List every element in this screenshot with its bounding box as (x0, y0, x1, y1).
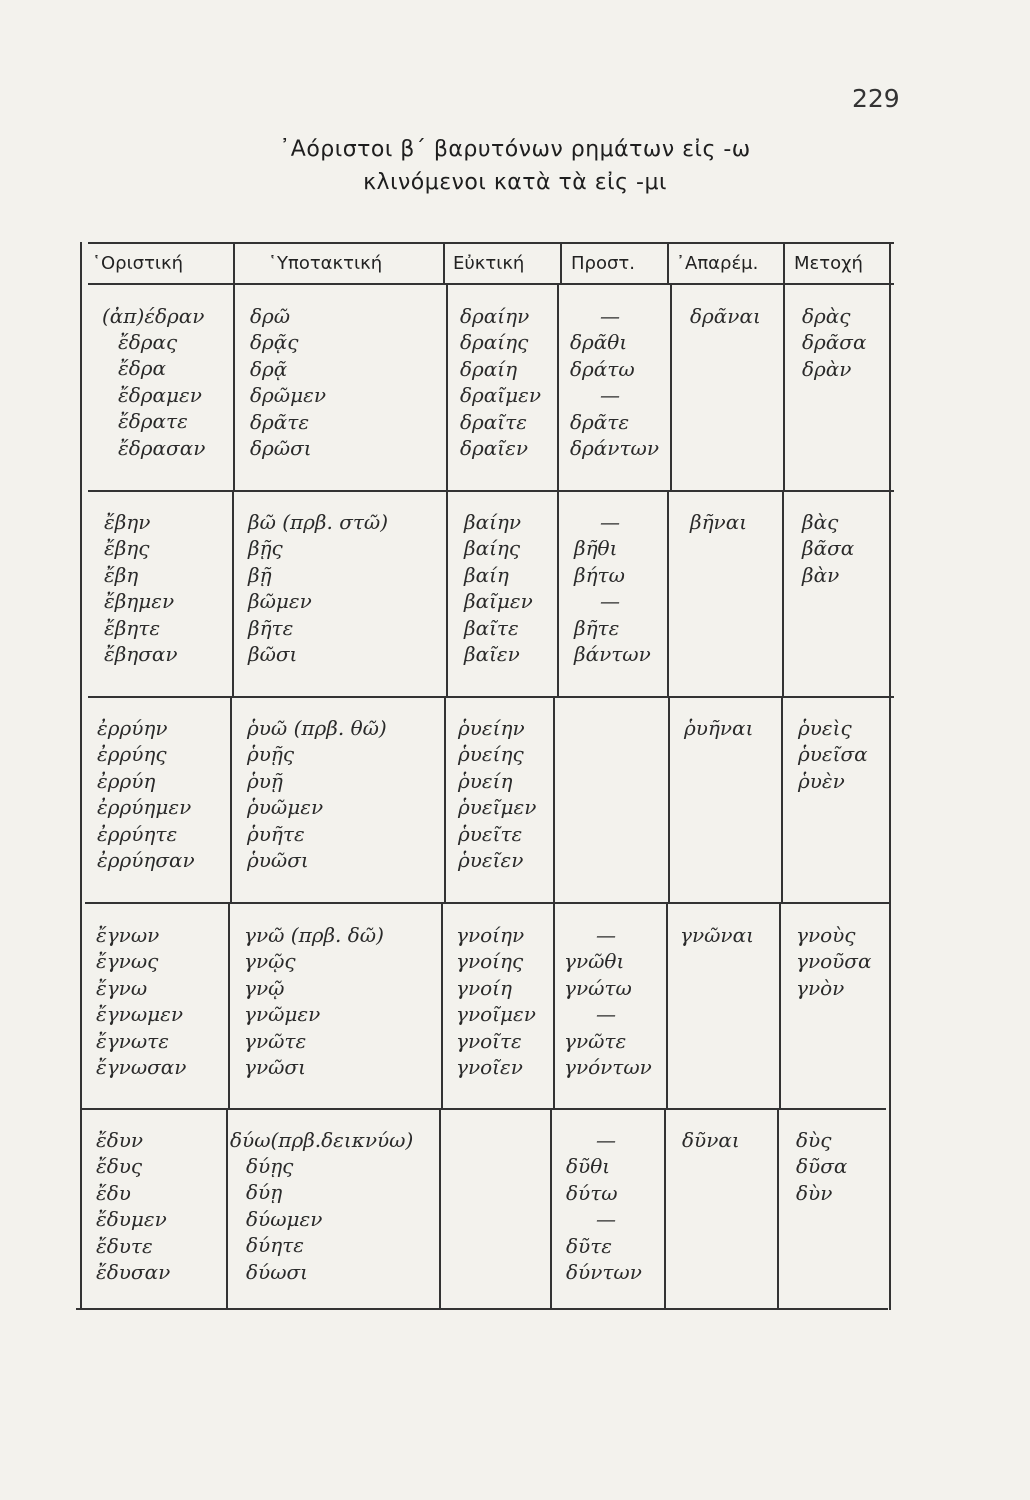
form: ἐρρύην (97, 716, 168, 740)
imperative-forms (566, 1127, 642, 1285)
form: δὺς (796, 1128, 832, 1152)
form: βῆτε (574, 615, 620, 640)
form: βαῖεν (464, 641, 520, 666)
subjunctive-forms (246, 1153, 322, 1285)
column-separator (443, 242, 445, 283)
form: γνοῖεν (456, 1054, 523, 1079)
indicative-forms (118, 329, 205, 461)
form: ἔδρας (118, 330, 178, 354)
form: ῥυῇ (247, 768, 283, 793)
form: δύωσι (246, 1259, 309, 1284)
column-separator (557, 285, 559, 490)
form: δραίην (460, 304, 530, 328)
form: βῇ (248, 562, 272, 587)
column-separator (782, 492, 784, 696)
form: ῥυῆτε (247, 821, 305, 846)
form: γνῷς (244, 949, 296, 974)
indicative-forms (96, 1127, 170, 1285)
form: ῥυῆναι (684, 716, 754, 740)
form: γνοίην (456, 923, 525, 947)
column-separator (439, 1110, 441, 1308)
form: βᾶσα (802, 536, 855, 561)
header-infinitive: ᾿Απαρέμ. (676, 253, 759, 274)
form: γνῶτε (244, 1028, 307, 1053)
group-divider (88, 490, 894, 492)
form: δραίης (460, 330, 529, 355)
form: γνὸν (796, 975, 845, 1000)
form: — (600, 510, 620, 534)
form: δύω(πρβ.δεικνύω) (230, 1128, 414, 1152)
form: γνῶναι (680, 923, 754, 947)
form: ῥυεῖτε (458, 821, 523, 846)
participle-forms (802, 303, 866, 382)
form: δρῶ (250, 304, 291, 328)
form: δύωμεν (246, 1206, 323, 1231)
form: ἐρρύη (97, 768, 156, 793)
form: γνοίης (456, 949, 524, 974)
optative-forms (456, 922, 536, 1080)
form: γνῶθι (564, 949, 625, 974)
form: γνῶμεν (244, 1002, 321, 1027)
column-separator (670, 285, 672, 490)
form: ῥυῶ (πρβ. θῶ) (247, 716, 387, 740)
form: ῥυεῖμεν (458, 795, 537, 820)
form: — (600, 304, 620, 328)
form: δρᾶτε (570, 409, 630, 434)
subjunctive-forms (244, 922, 384, 1080)
column-separator (779, 904, 781, 1108)
form: ῥυείη (458, 768, 513, 793)
column-separator (228, 904, 230, 1108)
participle-forms (796, 922, 871, 1001)
page-title: ᾿Αόριστοι β΄ βαρυτόνων ρημάτων εἰς -ω (279, 137, 751, 162)
form: δραῖμεν (460, 383, 542, 408)
form: βαίης (464, 536, 521, 561)
header-imperative: Προστ. (571, 253, 635, 274)
form: ῥυῶμεν (247, 795, 324, 820)
form: — (596, 923, 616, 947)
form: δραῖτε (460, 409, 527, 434)
column-separator (783, 285, 785, 490)
header-optative: Εὐκτική (453, 253, 525, 274)
column-separator (667, 242, 669, 283)
infinitive-form (684, 715, 753, 741)
table-top-rule (88, 242, 894, 244)
form: βὰν (802, 562, 840, 587)
form: δρὰς (802, 304, 851, 328)
form: γνῷ (244, 975, 285, 1000)
form: ἔδυς (96, 1154, 143, 1179)
form: ῥυῶσι (247, 847, 309, 872)
column-separator (560, 242, 562, 283)
form: δῦσα (796, 1154, 848, 1179)
form: βῆθι (574, 536, 618, 561)
form: ῥυείην (458, 716, 525, 740)
group-divider (88, 696, 894, 698)
participle-forms (802, 509, 854, 588)
form: ἔγνωσαν (96, 1054, 187, 1079)
form: δρᾶτε (250, 409, 310, 434)
form: γνόντων (564, 1054, 652, 1079)
indicative-forms (97, 715, 195, 873)
column-separator (446, 492, 448, 696)
form: ἔβημεν (104, 589, 175, 614)
column-separator (666, 904, 668, 1108)
optative-forms (458, 715, 536, 873)
form: δῦθι (566, 1154, 611, 1179)
column-separator (781, 698, 783, 902)
indicative-forms (102, 303, 204, 329)
header-subjunctive: ῾Υποτακτική (268, 253, 383, 274)
form: δὺν (796, 1180, 833, 1205)
form: ἔγνωτε (96, 1028, 169, 1053)
page-subtitle: κλινόμενοι κατὰ τὰ εἰς -μι (363, 170, 667, 195)
column-separator (783, 242, 785, 283)
infinitive-form (690, 303, 761, 329)
form: δράντων (570, 435, 659, 460)
group-divider (85, 902, 891, 904)
column-separator (446, 285, 448, 490)
form: βαίη (464, 562, 509, 587)
form: γνοῖτε (456, 1028, 522, 1053)
form: γνῶ (πρβ. δῶ) (244, 923, 384, 947)
form: ῥυεῖσα (798, 742, 868, 767)
form: δρᾶναι (690, 304, 761, 328)
form: βῆναι (690, 510, 748, 534)
table-bottom-rule (76, 1308, 888, 1310)
form: ῥυῇς (247, 742, 295, 767)
form: δύῃ (246, 1180, 283, 1205)
form: βαῖτε (464, 615, 519, 640)
header-bottom-rule (88, 283, 894, 285)
form: δρὰν (802, 356, 852, 381)
infinitive-form (690, 509, 747, 535)
column-separator (553, 698, 555, 902)
form: γνῶσι (244, 1054, 306, 1079)
optative-forms (464, 509, 533, 667)
indicative-forms (104, 509, 178, 667)
form: γνώτω (564, 975, 632, 1000)
form: βῶ (πρβ. στῶ) (248, 510, 389, 534)
column-separator (664, 1110, 666, 1308)
table-right-border (889, 242, 891, 1310)
page-number: 229 (852, 84, 900, 113)
form: — (596, 1207, 616, 1232)
form: δῦτε (566, 1233, 612, 1258)
optative-forms (460, 303, 541, 461)
imperative-forms (574, 509, 651, 667)
form: βῶμεν (248, 589, 312, 614)
form: δρᾷ (250, 356, 288, 381)
form: βάντων (574, 641, 651, 666)
form: — (596, 1128, 616, 1152)
form: ἔδυτε (96, 1233, 153, 1258)
form: βῇς (248, 536, 283, 561)
form: ἔβη (104, 562, 139, 587)
form: γνοῖμεν (456, 1002, 536, 1027)
form: ῥυείης (458, 742, 524, 767)
form: γνοίη (456, 975, 512, 1000)
form: βῆτε (248, 615, 294, 640)
form: βῶσι (248, 641, 298, 666)
form: ἔγνω (96, 975, 148, 1000)
header-participle: Μετοχή (794, 253, 863, 274)
form: γνοὺς (796, 923, 856, 947)
form: δύητε (246, 1233, 304, 1258)
form: βαῖμεν (464, 589, 533, 614)
form: δραῖεν (460, 435, 529, 460)
column-separator (550, 1110, 552, 1308)
form: βαίην (464, 510, 522, 534)
form: βήτω (574, 562, 625, 587)
column-separator (557, 492, 559, 696)
form: ἔδρασαν (118, 435, 206, 460)
form: ἔδρα (118, 356, 167, 381)
column-separator (233, 242, 235, 283)
subjunctive-forms (250, 303, 326, 461)
column-separator (777, 1110, 779, 1308)
column-separator (233, 285, 235, 490)
form: (ἀπ)έδραν (102, 304, 205, 328)
form: δρᾶθι (570, 330, 628, 355)
group-divider (80, 1108, 886, 1110)
form: δῦναι (682, 1128, 740, 1152)
form: δύντων (566, 1259, 642, 1284)
subjunctive-forms (248, 509, 388, 667)
column-separator (444, 698, 446, 902)
subjunctive-forms (247, 715, 387, 873)
form: ἔγνως (96, 949, 159, 974)
form: δρῶμεν (250, 383, 326, 408)
column-separator (668, 698, 670, 902)
form: δύῃς (246, 1154, 294, 1178)
form: ἐρρύητε (97, 821, 178, 846)
form: ἔδυσαν (96, 1259, 171, 1284)
form: ἔβην (104, 510, 151, 534)
form: ἔβητε (104, 615, 161, 640)
column-separator (667, 492, 669, 696)
form: βὰς (802, 510, 839, 534)
form: γνοῦσα (796, 949, 872, 974)
column-separator (230, 698, 232, 902)
column-separator (441, 904, 443, 1108)
form: ἔδραμεν (118, 382, 202, 407)
form: ῥυεῖεν (458, 847, 524, 872)
form: ἔβησαν (104, 641, 178, 666)
form: δύτω (566, 1180, 618, 1205)
form: δρᾶσα (802, 330, 867, 355)
infinitive-form (682, 1127, 740, 1153)
form: ἔγνων (96, 923, 160, 947)
form: ἐρρύησαν (97, 847, 195, 872)
column-separator (232, 492, 234, 696)
form: δρῶσι (250, 435, 312, 460)
form: δράτω (570, 356, 635, 381)
imperative-forms (570, 303, 659, 461)
form: ἔδρατε (118, 409, 188, 434)
infinitive-form (680, 922, 754, 948)
form: ἔβης (104, 536, 150, 561)
form: ἐρρύημεν (97, 795, 192, 820)
form: γνῶτε (564, 1028, 627, 1053)
form: ῥυὲν (798, 768, 845, 793)
form: — (600, 589, 620, 614)
column-separator (226, 1110, 228, 1308)
form: ἔγνωμεν (96, 1002, 184, 1027)
column-separator (553, 904, 555, 1108)
form: ῥυεὶς (798, 716, 852, 740)
form: — (600, 383, 620, 408)
table-left-border (80, 242, 82, 1310)
imperative-forms (564, 922, 652, 1080)
form: ἔδυμεν (96, 1207, 167, 1232)
indicative-forms (96, 922, 186, 1080)
participle-forms (798, 715, 868, 794)
form: — (596, 1002, 616, 1027)
subjunctive-forms (230, 1127, 413, 1153)
header-indicative: ῾Οριστική (92, 253, 184, 274)
form: ἔδυ (96, 1180, 131, 1205)
form: ἐρρύης (97, 742, 167, 767)
participle-forms (796, 1127, 847, 1206)
form: δραίη (460, 356, 518, 381)
form: δρᾷς (250, 330, 299, 355)
form: ἔδυν (96, 1128, 144, 1152)
